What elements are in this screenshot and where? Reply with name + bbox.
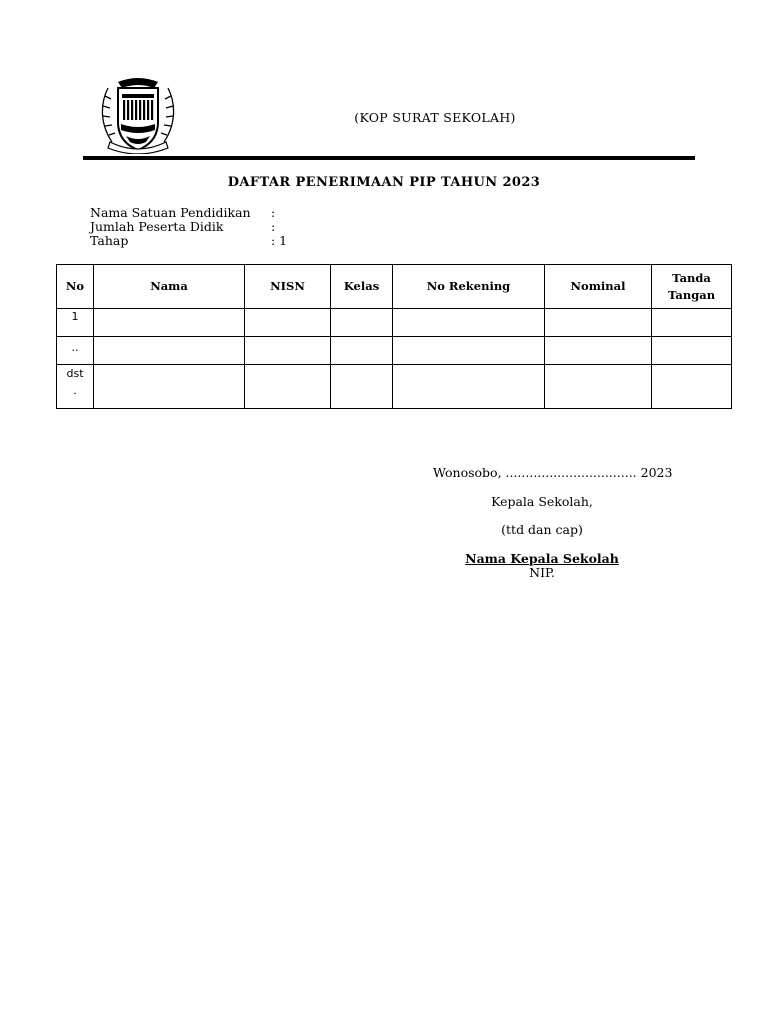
cell-nominal <box>545 337 652 365</box>
cell-nama <box>94 309 245 337</box>
letterhead-placeholder: (KOP SURAT SEKOLAH) <box>354 110 516 125</box>
signatory-name: Nama Kepala Sekolah <box>465 551 619 566</box>
row-number: .. <box>71 341 79 354</box>
cell-kelas <box>331 309 393 337</box>
field-school-name <box>90 206 287 220</box>
cell-no-rekening <box>393 365 545 409</box>
field-value: : <box>271 205 276 220</box>
cell-no-rekening <box>393 309 545 337</box>
row-number: dst . <box>66 367 84 397</box>
column-header-no-rekening: No Rekening <box>393 265 545 309</box>
cell-no <box>57 309 94 337</box>
field-student-count <box>90 220 287 234</box>
row-number: 1 <box>71 310 79 323</box>
table-row <box>57 337 732 365</box>
place-date: Wonosobo, ................................. 2023 <box>433 465 673 480</box>
cell-nama <box>94 337 245 365</box>
column-header-nisn: NISN <box>245 265 331 309</box>
recipient-table <box>56 264 732 409</box>
table-row <box>57 365 732 409</box>
field-value: : <box>271 219 276 234</box>
regional-emblem-icon <box>96 76 180 154</box>
info-fields <box>90 206 287 248</box>
cell-no <box>57 365 94 409</box>
cell-nominal <box>545 365 652 409</box>
cell-no <box>57 337 94 365</box>
cell-tanda-tangan <box>652 337 732 365</box>
table-header-row <box>57 265 732 309</box>
cell-nominal <box>545 309 652 337</box>
field-stage <box>90 234 287 248</box>
cell-tanda-tangan <box>652 309 732 337</box>
column-header-kelas: Kelas <box>331 265 393 309</box>
field-value: : 1 <box>271 233 288 248</box>
column-header-nominal: Nominal <box>545 265 652 309</box>
cell-nisn <box>245 365 331 409</box>
document-title: DAFTAR PENERIMAAN PIP TAHUN 2023 <box>227 175 541 190</box>
signatory-nip: NIP. <box>529 565 555 580</box>
cell-nisn <box>245 309 331 337</box>
table-row <box>57 309 732 337</box>
column-header-nama: Nama <box>94 265 245 309</box>
cell-tanda-tangan <box>652 365 732 409</box>
cell-nisn <box>245 337 331 365</box>
column-header-tanda-tangan: Tanda Tangan <box>652 265 732 309</box>
field-label: Tahap <box>90 233 129 248</box>
field-label: Jumlah Peserta Didik <box>90 219 224 234</box>
cell-kelas <box>331 337 393 365</box>
stamp-note: (ttd dan cap) <box>501 522 583 537</box>
letterhead-divider <box>83 156 695 160</box>
field-label: Nama Satuan Pendidikan <box>90 205 251 220</box>
cell-kelas <box>331 365 393 409</box>
column-header-no: No <box>57 265 94 309</box>
cell-no-rekening <box>393 337 545 365</box>
cell-nama <box>94 365 245 409</box>
signatory-position: Kepala Sekolah, <box>491 494 593 509</box>
